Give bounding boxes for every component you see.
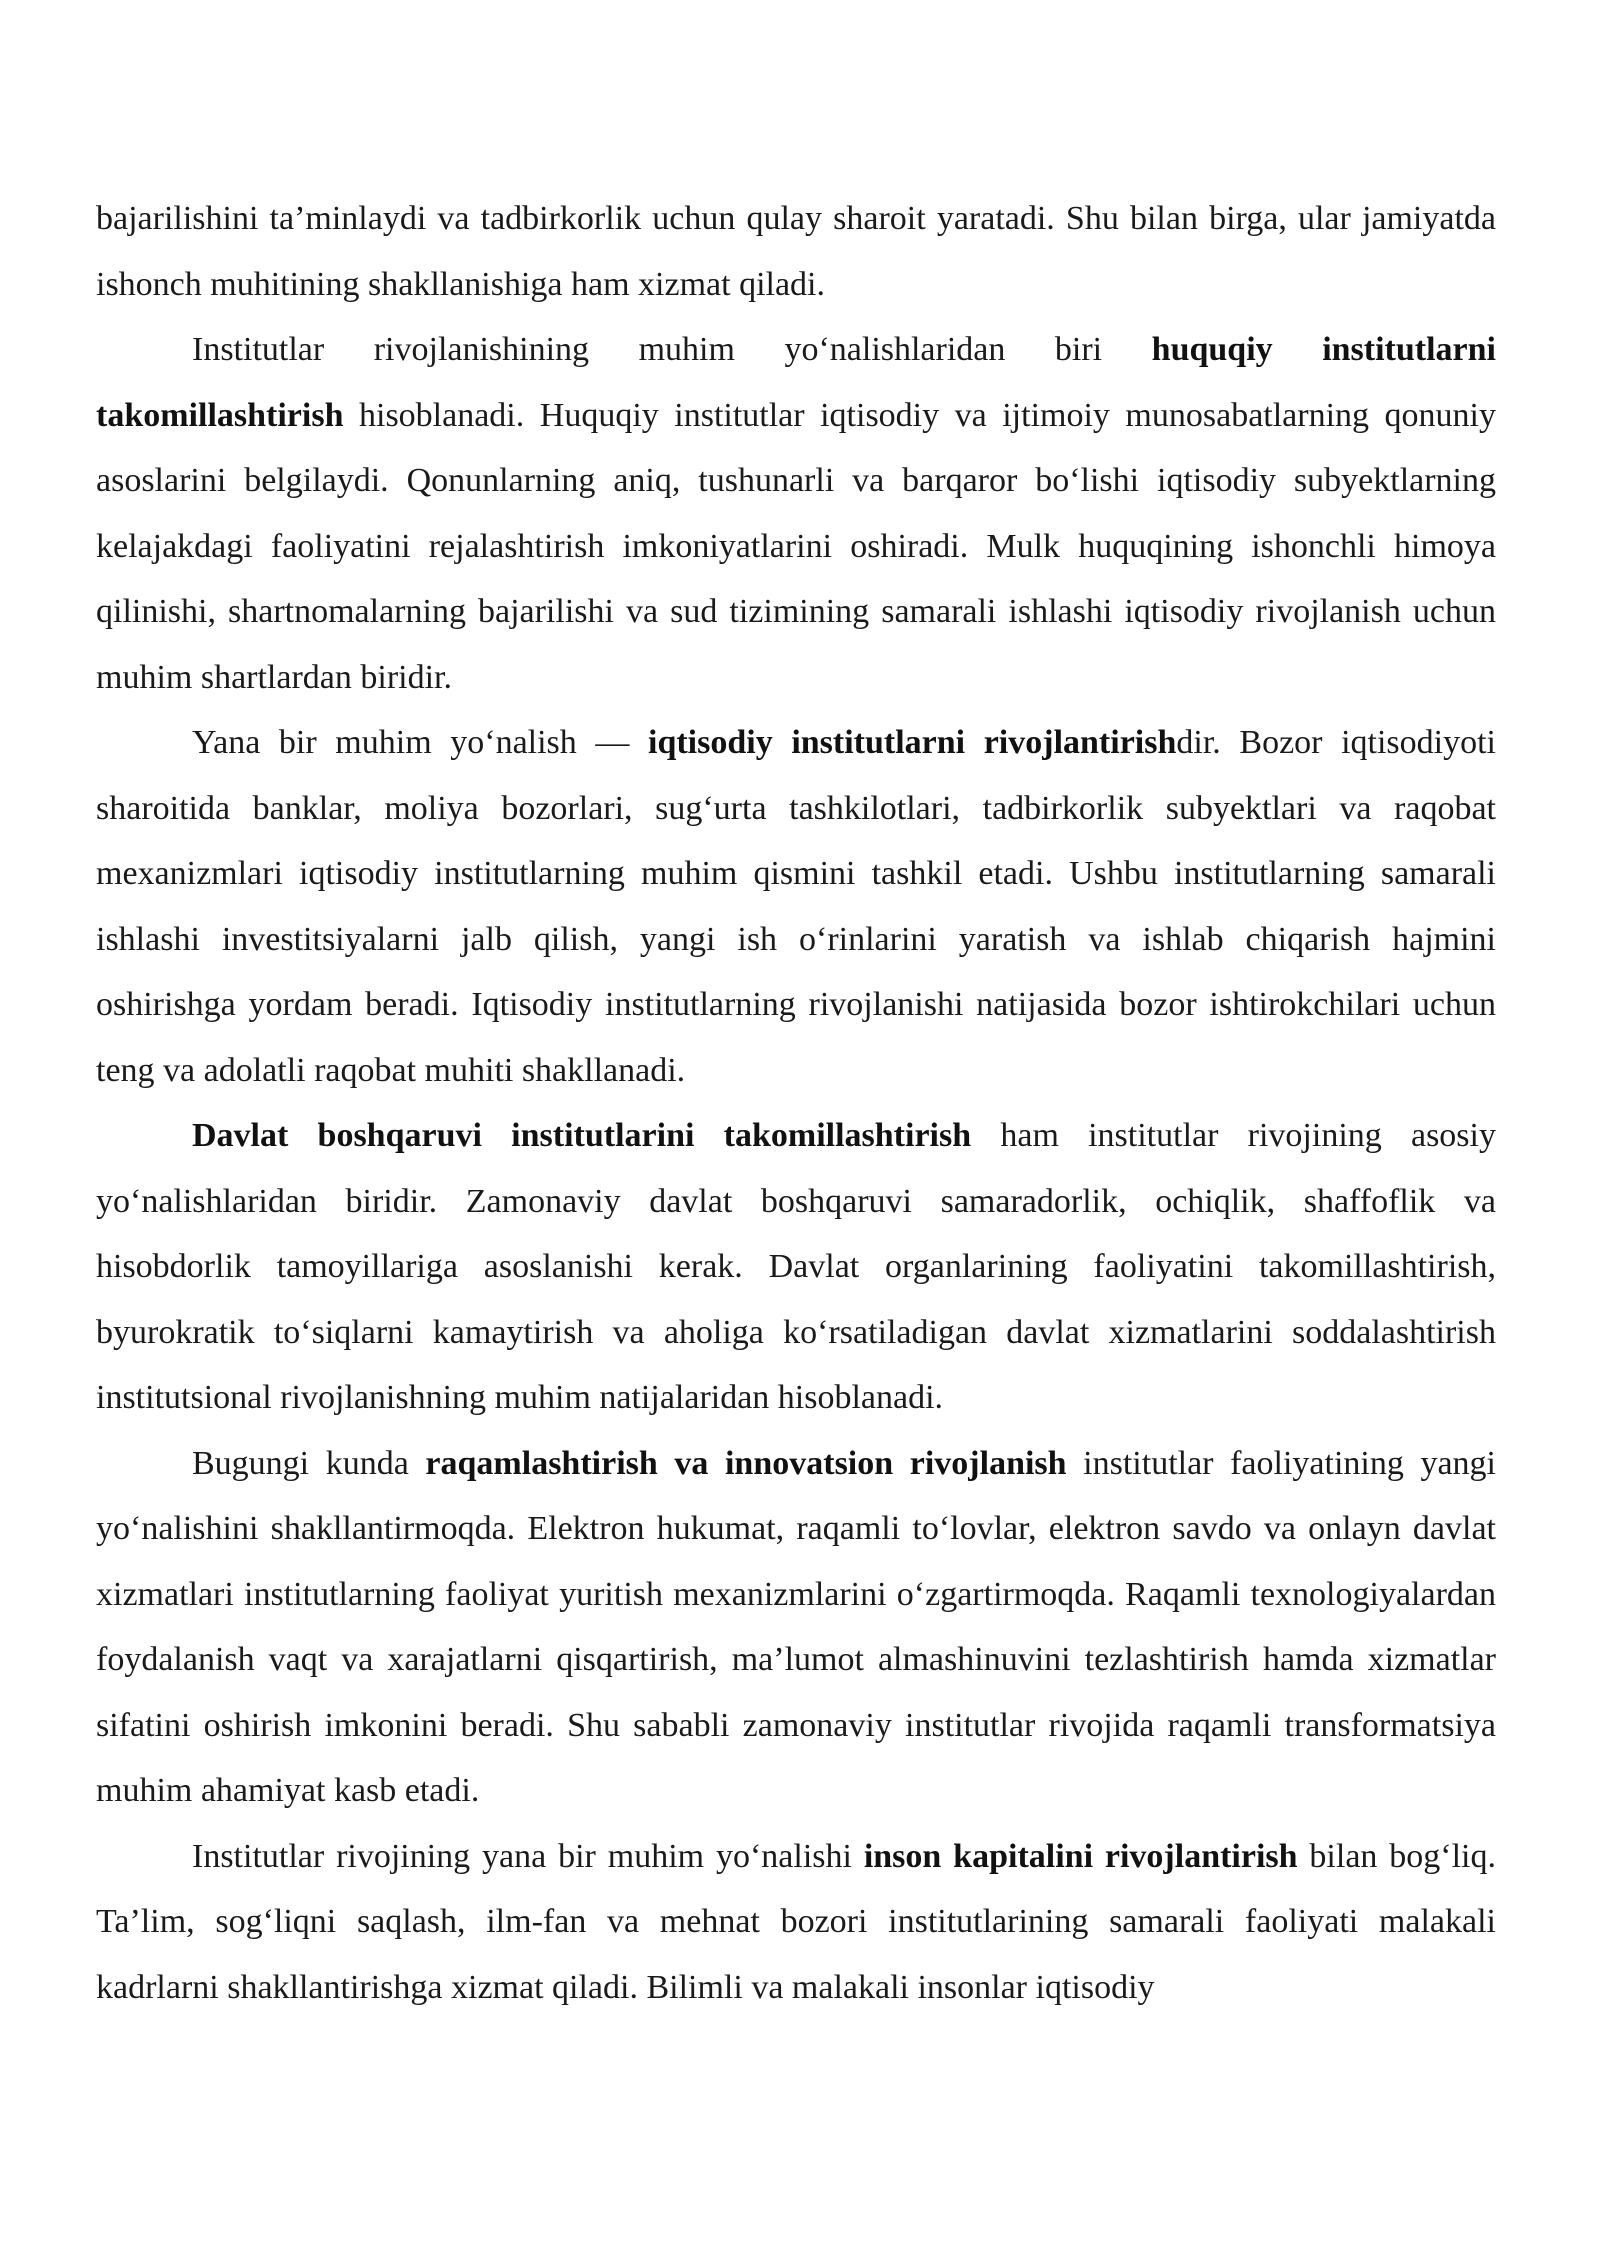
bold-term-legal-institutions: huquqiy institutlarni takomillashtirish <box>96 331 1496 434</box>
document-page <box>96 186 1496 2020</box>
paragraph-text: hisoblanadi. Huquqiy institutlar iqtisodiy va ijtimoiy munosabatlarning qonuniy asoslarini belgilaydi. Qonunlarning aniq, tushunarli va barqaror bo‘lishi iqtisodiy subyektlarning kelajakdagi faoliyatini rejalashtirish imkoniyatlarini oshiradi. Mulk huquqining ishonchli himoya qilinishi, shartnomalarning bajarilishi va sud tizimining samarali ishlashi iqtisodiy rivojlanish uchun muhim shartlardan biridir. <box>96 396 1496 696</box>
paragraph-5 <box>96 1431 1496 1824</box>
bold-term-state-governance: Davlat boshqaruvi institutlarini takomillashtirish <box>192 1117 972 1154</box>
paragraph-text: Institutlar rivojining yana bir muhim yo‘nalishi <box>192 1837 864 1875</box>
paragraph-text: institutlar faoliyatining yangi yo‘nalishini shakllantirmoqda. Elektron hukumat, raqamli to‘lovlar, elektron savdo va onlayn davlat xizmatlari institutlarning faoliyat yuritish mexanizmlarini o‘zgartirmoqda. Raqamli texnologiyalardan foydalanish vaqt va xarajatlarni qisqartirish, ma’lumot almashinuvini tezlashtirish hamda xizmatlar sifatini oshirish imkonini beradi. Shu sababli zamonaviy institutlar rivojida raqamli transformatsiya muhim ahamiyat kasb etadi. <box>96 1444 1496 1809</box>
paragraph-2 <box>96 317 1496 710</box>
paragraph-text: Yana bir muhim yo‘nalish — <box>192 724 648 761</box>
bold-term-human-capital: inson kapitalini rivojlantirish <box>863 1837 1298 1875</box>
paragraph-3 <box>96 710 1496 1103</box>
paragraph-text: bilan bog‘liq. Ta’lim, sog‘liqni saqlash, ilm-fan va mehnat bozori institutlarining samarali faoliyati malakali kadrlarni shakllantirishga xizmat qiladi. Bilimli va malakali insonlar iqtisodiy <box>96 1837 1497 2006</box>
paragraph-4 <box>96 1103 1496 1431</box>
paragraph-1 <box>96 186 1496 317</box>
paragraph-text: dir. Bozor iqtisodiyoti sharoitida banklar, moliya bozorlari, sug‘urta tashkilotlari, tadbirkorlik subyektlari va raqobat mexanizmlari iqtisodiy institutlarning muhim qismini tashkil etadi. Ushbu institutlarning samarali ishlashi investitsiyalarni jalb qilish, yangi ish o‘rinlarini yaratish va ishlab chiqarish hajmini oshirishga yordam beradi. Iqtisodiy institutlarning rivojlanishi natijasida bozor ishtirokchilari uchun teng va adolatli raqobat muhiti shakllanadi. <box>96 724 1496 1089</box>
bold-term-economic-institutions: iqtisodiy institutlarni rivojlantirish <box>648 724 1177 761</box>
paragraph-text: Bugungi kunda <box>192 1444 426 1482</box>
paragraph-6 <box>96 1824 1496 2021</box>
paragraph-text: ham institutlar rivojining asosiy yo‘nalishlaridan biridir. Zamonaviy davlat boshqaruvi samaradorlik, ochiqlik, shaffoflik va hisobdorlik tamoyillariga asoslanishi kerak. Davlat organlarining faoliyatini takomillashtirish, byurokratik to‘siqlarni kamaytirish va aholiga ko‘rsatiladigan davlat xizmatlarini soddalashtirish institutsional rivojlanishning muhim natijalaridan hisoblanadi. <box>96 1117 1496 1416</box>
paragraph-text: bajarilishini ta’minlaydi va tadbirkorlik uchun qulay sharoit yaratadi. Shu bilan birga, ular jamiyatda ishonch muhitining shakllanishiga ham xizmat qiladi. <box>96 200 1496 303</box>
bold-term-digitalization: raqamlashtirish va innovatsion rivojlanish <box>425 1444 1067 1482</box>
paragraph-text: Institutlar rivojlanishining muhim yo‘nalishlaridan biri <box>192 331 1152 368</box>
